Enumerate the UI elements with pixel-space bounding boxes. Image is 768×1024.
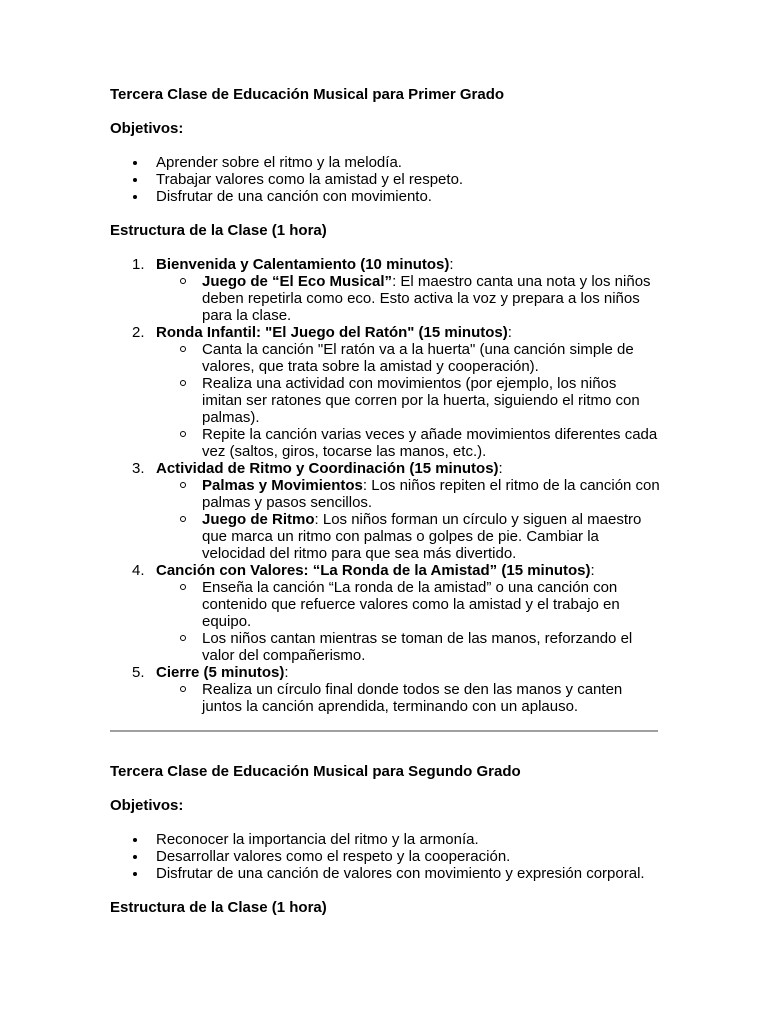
section-title: Tercera Clase de Educación Musical para Segundo Grado xyxy=(110,763,521,780)
objectives-heading: Objetivos: xyxy=(110,797,184,814)
list-item: Desarrollar valores como el respeto y la cooperación. xyxy=(110,848,660,865)
step-title: Ronda Infantil: "El Juego del Ratón" (15 minutos) xyxy=(156,324,508,341)
list-item: Reconocer la importancia del ritmo y la armonía. xyxy=(110,831,660,848)
list-item: Aprender sobre el ritmo y la melodía. xyxy=(110,154,660,171)
circle-bullet-icon xyxy=(180,278,186,284)
step-item: 5. Cierre (5 minutos): Realiza un círculo final donde todos se den las manos y canten juntos la canción aprendida, terminando con un aplauso. xyxy=(110,664,660,715)
objectives-list xyxy=(110,154,660,205)
circle-bullet-icon xyxy=(180,584,186,590)
list-item: Juego de Ritmo: Los niños forman un círculo y siguen al maestro que marca un ritmo con palmas o golpes de pie. Cambiar la velocidad del ritmo para que sea más divertido. xyxy=(156,511,660,562)
list-item: Repite la canción varias veces y añade movimientos diferentes cada vez (saltos, giros, tocarse las manos, etc.). xyxy=(156,426,660,460)
circle-bullet-icon xyxy=(180,516,186,522)
step-item: 1. Bienvenida y Calentamiento (10 minutos): Juego de “El Eco Musical”: El maestro canta una nota y los niños deben repetirla como eco. Esto activa la voz y prepara a los niños para la clase. xyxy=(110,256,660,324)
step-title: Canción con Valores: “La Ronda de la Amistad” (15 minutos) xyxy=(156,562,591,579)
section-segundo-grado xyxy=(110,763,660,916)
list-item: Disfrutar de una canción de valores con movimiento y expresión corporal. xyxy=(110,865,660,882)
section-primer-grado xyxy=(110,86,660,715)
list-item: Trabajar valores como la amistad y el respeto. xyxy=(110,171,660,188)
sub-list xyxy=(156,681,660,715)
step-number: 2. xyxy=(132,324,145,341)
structure-heading: Estructura de la Clase (1 hora) xyxy=(110,899,327,916)
objectives-list xyxy=(110,831,660,882)
step-item: 2. Ronda Infantil: "El Juego del Ratón" (15 minutos): Canta la canción "El ratón va a la huerta" (una canción simple de valores, que trata sobre la amistad y cooperación). Realiza una actividad con movimientos (por ejemplo, los niños imitan ser ratones que corren por la huerta, siguiendo el ritmo con palmas). Repite la canción varias veces y añade movimientos diferentes cada vez (saltos, giros, tocarse las manos, etc.). xyxy=(110,324,660,460)
structure-heading: Estructura de la Clase (1 hora) xyxy=(110,222,327,239)
list-item: Palmas y Movimientos: Los niños repiten el ritmo de la canción con palmas y pasos sencillos. xyxy=(156,477,660,511)
steps-list xyxy=(110,256,660,715)
step-item: 4. Canción con Valores: “La Ronda de la Amistad” (15 minutos): Enseña la canción “La ronda de la amistad” o una canción con contenido que refuerce valores como la amistad y el trabajo en equipo. Los niños cantan mientras se toman de las manos, reforzando el valor del compañerismo. xyxy=(110,562,660,664)
list-item: Enseña la canción “La ronda de la amistad” o una canción con contenido que refuerce valores como la amistad y el trabajo en equipo. xyxy=(156,579,660,630)
circle-bullet-icon xyxy=(180,686,186,692)
sub-list xyxy=(156,341,660,460)
objectives-heading: Objetivos: xyxy=(110,120,184,137)
circle-bullet-icon xyxy=(180,431,186,437)
horizontal-divider xyxy=(110,730,658,732)
list-item: Los niños cantan mientras se toman de las manos, reforzando el valor del compañerismo. xyxy=(156,630,660,664)
circle-bullet-icon xyxy=(180,346,186,352)
sub-list xyxy=(156,579,660,664)
step-title: Bienvenida y Calentamiento (10 minutos) xyxy=(156,256,450,273)
circle-bullet-icon xyxy=(180,482,186,488)
list-item: Canta la canción "El ratón va a la huerta" (una canción simple de valores, que trata sobre la amistad y cooperación). xyxy=(156,341,660,375)
step-number: 1. xyxy=(132,256,145,273)
list-item: Juego de “El Eco Musical”: El maestro canta una nota y los niños deben repetirla como eco. Esto activa la voz y prepara a los niños para la clase. xyxy=(156,273,660,324)
circle-bullet-icon xyxy=(180,635,186,641)
circle-bullet-icon xyxy=(180,380,186,386)
section-title: Tercera Clase de Educación Musical para Primer Grado xyxy=(110,86,505,103)
step-number: 5. xyxy=(132,664,145,681)
sub-list xyxy=(156,273,660,324)
sub-list xyxy=(156,477,660,562)
list-item: Realiza una actividad con movimientos (por ejemplo, los niños imitan ser ratones que corren por la huerta, siguiendo el ritmo con palmas). xyxy=(156,375,660,426)
step-item: 3. Actividad de Ritmo y Coordinación (15 minutos): Palmas y Movimientos: Los niños repiten el ritmo de la canción con palmas y pasos sencillos. Juego de Ritmo: Los niños forman un círculo y siguen al maestro que marca un ritmo con palmas o golpes de pie. Cambiar la velocidad del ritmo para que sea más divertido. xyxy=(132,460,660,562)
step-title: Cierre (5 minutos) xyxy=(156,664,285,681)
list-item: Disfrutar de una canción con movimiento. xyxy=(110,188,660,205)
step-title: Actividad de Ritmo y Coordinación (15 minutos) xyxy=(156,460,499,477)
step-number: 4. xyxy=(132,562,145,579)
list-item: Realiza un círculo final donde todos se den las manos y canten juntos la canción aprendida, terminando con un aplauso. xyxy=(156,681,660,715)
step-number: 3. xyxy=(132,460,145,477)
